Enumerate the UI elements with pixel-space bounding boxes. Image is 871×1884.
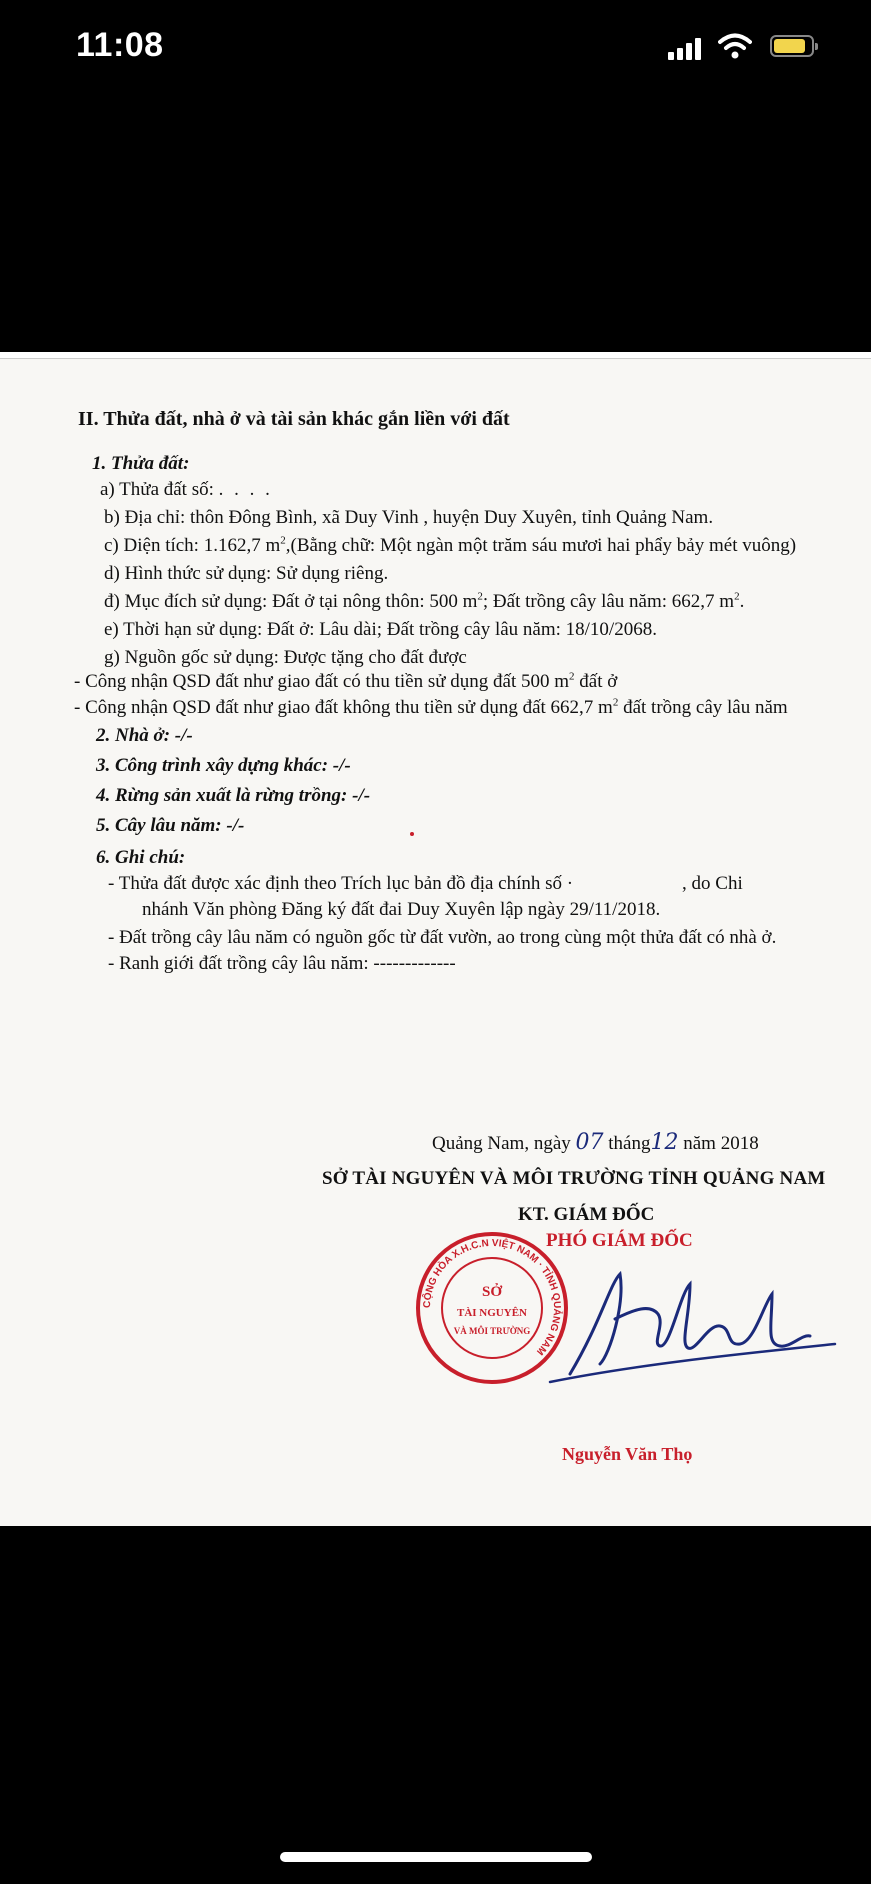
parcel-number: a) Thửa đất số: . . . . bbox=[100, 479, 273, 500]
note-cadastral-map-cont: nhánh Văn phòng Đăng ký đất đai Duy Xuyên lập ngày 29/11/2018. bbox=[142, 899, 661, 920]
house-section: 2. Nhà ở: -/- bbox=[96, 725, 193, 746]
parcel-title: 1. Thửa đất: bbox=[92, 453, 190, 474]
note-cadastral-map: - Thửa đất được xác định theo Trích lục bản đồ địa chính số · , do Chi bbox=[108, 873, 743, 894]
signatory-title: KT. GIÁM ĐỐC bbox=[518, 1204, 655, 1225]
note-boundary: - Ranh giới đất trồng cây lâu năm: ------------- bbox=[108, 953, 456, 974]
status-bar bbox=[0, 0, 871, 100]
plantation-forest-section: 4. Rừng sản xuất là rừng trồng: -/- bbox=[96, 785, 371, 806]
usage-form: d) Hình thức sử dụng: Sử dụng riêng. bbox=[104, 563, 389, 584]
recognition-residential: - Công nhận QSD đất như giao đất có thu tiền sử dụng đất 500 $m^2$ đất ở bbox=[74, 670, 618, 692]
cellular-signal-icon bbox=[668, 36, 702, 60]
usage-term: e) Thời hạn sử dụng: Đất ở: Lâu dài; Đất trồng cây lâu năm: 18/10/2068. bbox=[104, 619, 657, 640]
parcel-area: c) Diện tích: 1.162,7 $m^2,(Bằng$ chữ: Một ngàn một trăm sáu mươi hai phẩy bảy mét vuông) bbox=[104, 534, 797, 556]
land-certificate-page bbox=[0, 352, 871, 1526]
svg-text:TÀI NGUYÊN: TÀI NGUYÊN bbox=[457, 1307, 527, 1319]
svg-text:SỞ: SỞ bbox=[481, 1284, 503, 1300]
parcel-address: b) Địa chỉ: thôn Đông Bình, xã Duy Vinh , huyện Duy Xuyên, tỉnh Quảng Nam. bbox=[104, 507, 714, 528]
usage-purpose: đ) Mục đích sử dụng: Đất ở tại nông thôn: 500 $m^2$; Đất trồng cây lâu năm: 662,7 $m^2$. bbox=[104, 590, 745, 612]
deputy-director-stamp: PHÓ GIÁM ĐỐC bbox=[546, 1230, 693, 1251]
notes-section: 6. Ghi chú: bbox=[96, 847, 186, 868]
recognition-perennial: - Công nhận QSD đất như giao đất không thu tiền sử dụng đất 662,7 $m^2$ đất trồng cây lâu năm bbox=[74, 696, 788, 718]
home-indicator[interactable] bbox=[280, 1852, 592, 1862]
status-time: 11:08 bbox=[76, 26, 164, 64]
note-land-origin: - Đất trồng cây lâu năm có nguồn gốc từ đất vườn, ao trong cùng một thửa đất có nhà ở. bbox=[108, 927, 777, 948]
usage-origin: g) Nguồn gốc sử dụng: Được tặng cho đất được bbox=[104, 647, 467, 668]
handwritten-day: 07 bbox=[575, 1130, 604, 1155]
svg-text:CỘNG HÒA X.H.C.N VIỆT NAM · TỈ: CỘNG HÒA X.H.C.N VIỆT NAM · TỈNH QUẢNG NAM bbox=[421, 1237, 563, 1357]
wifi-icon bbox=[718, 32, 752, 60]
other-construction-section: 3. Công trình xây dựng khác: -/- bbox=[96, 755, 351, 776]
signature bbox=[540, 1264, 840, 1384]
svg-text:VÀ MÔI TRƯỜNG: VÀ MÔI TRƯỜNG bbox=[453, 1326, 531, 1336]
battery-icon bbox=[770, 35, 814, 57]
place-date: Quảng Nam, ngày 07 tháng12 năm 2018 bbox=[432, 1130, 759, 1155]
issuing-department: SỞ TÀI NGUYÊN VÀ MÔI TRƯỜNG TỈNH QUẢNG NAM bbox=[322, 1168, 826, 1189]
perennial-tree-section: 5. Cây lâu năm: -/- bbox=[96, 815, 245, 836]
handwritten-month: 12 bbox=[650, 1130, 679, 1155]
section-heading: II. Thửa đất, nhà ở và tài sản khác gắn liền với đất bbox=[78, 408, 510, 430]
red-speck bbox=[410, 832, 414, 836]
signer-name: Nguyễn Văn Thọ bbox=[562, 1444, 693, 1464]
